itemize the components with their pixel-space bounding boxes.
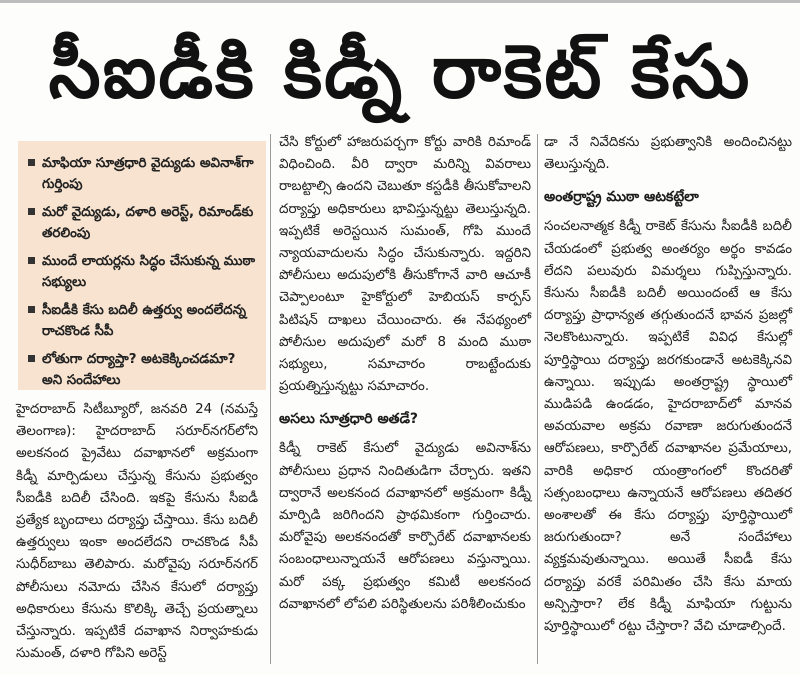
highlight-item xyxy=(28,202,258,244)
column-divider xyxy=(537,134,538,664)
column-2-paragraph-2: కిడ్నీ రాకెట్ కేసులో వైద్యుడు అవినాశ్‌ను పోలీసులు ప్రధాన నిందితుడిగా చేర్చారు. ఇతని ద్వారానే అలకనంద దవాఖానలో అక్రమంగా కిడ్నీ మార్పిడి జరిగిందని ప్రాథమికంగా గుర్తించారు. మరోవైపు అలకనందతో కార్పొరేట్ దవాఖానలకు సంబంధాలున్నాయనే ఆరోపణలు వస్తున్నాయి. మరో పక్క ప్రభుత్వం కమిటీ అలకనంద దవాఖానలో లోపలి పరిస్థితులను పరిశీలించుకుం xyxy=(279,441,531,612)
highlights-list xyxy=(18,141,266,391)
subheading-interstate-gang: అంతర్రాష్ట్ర ముఠా ఆటకట్టేలా xyxy=(544,189,699,206)
headline: సీఐడీకి కిడ్నీ రాకెట్ కేసు xyxy=(48,29,752,115)
highlight-item xyxy=(28,153,258,195)
subheading-mastermind: అసలు సూత్రధారి అతడే? xyxy=(279,411,419,428)
bullet-square-icon xyxy=(28,257,35,264)
column-3-paragraph-1: డా నే నివేదికను ప్రభుత్వానికి అందించినట్టు తెలుస్తున్నది. xyxy=(544,135,792,173)
dateline-paragraph: హైదరాబాద్ సిటీబ్యూరో, జనవరి 24 (నమస్తే తెలంగాణ): హైదరాబాద్ సరూర్‌నగర్‌లోని అలకనంద ప్రైవేటు దవాఖానలో అక్రమంగా కిడ్నీ మార్పిడులు చేస్తున్న కేసును ప్రభుత్వం సీఐడీకి బదిలీ చేసింది. ఇకపై కేసును సీఐడీ ప్రత్యేక బృందాలు దర్యాప్తు చేస్తాయి. కేసు బదిలీ ఉత్తర్వులు ఇంకా అందలేదని రాచకొండ సీపీ సుధీర్‌బాబు తెలిపారు. మరోవైపు సరూర్‌నగర్ పోలీసులు నమోదు చేసిన కేసులో దర్యాప్తు అధికారులు కేసును కొలిక్కి తెచ్చే ప్రయత్నాలు చేస్తున్నారు. ఇప్పటికే దవాఖాన నిర్వాహకుడు సుమంత్, దళారి గోపిని అరెస్ట్ xyxy=(16,402,258,662)
highlight-text: ముందే లాయర్లను సిద్ధం చేసుకున్న ముఠా సభ్యులు xyxy=(42,254,256,290)
bullet-square-icon xyxy=(28,355,35,362)
highlight-item xyxy=(28,349,258,391)
article-column-3 xyxy=(544,132,792,638)
highlight-text: మరో వైద్యుడు, దళారి అరెస్ట్, రిమాండ్‌కు తరలింపు xyxy=(42,205,254,241)
column-2-paragraph-1: చేసి కోర్టులో హాజరుపర్చగా కోర్టు వారికి రిమాండ్ విధించింది. వీరి ద్వారా మరిన్ని వివరాలు రాబట్టాల్సి ఉందని చెబుతూ కస్టడీకి తీసుకోవాలని దర్యాప్తు అధికారులు భావిస్తున్నట్టు తెలుస్తున్నది. ఇప్పటికే అరెస్టయిన సుమంత్, గోపి ముందే న్యాయవాదులను సిద్ధం చేసుకున్నారు. ఇద్దరిని పోలీసులు అదుపులోకి తీసుకోగానే వారి ఆచూకీ చెప్పాలంటూ హైకోర్టులో హెబియస్ కార్పస్ పిటిషన్ దాఖలు చేయించారు. ఈ నేపథ్యంలో పోలీసుల అదుపులో మరో 8 మంది ముఠా సభ్యులు, సమాచారం రాబట్టేందుకు ప్రయత్నిస్తున్నట్టు సమాచారం. xyxy=(279,135,531,395)
article-column-2 xyxy=(279,132,531,616)
highlights-box xyxy=(18,141,266,390)
highlight-item xyxy=(28,251,258,293)
bullet-square-icon xyxy=(28,306,35,313)
bullet-square-icon xyxy=(28,208,35,215)
highlight-text: లోతుగా దర్యాప్తా? అటకెక్కించడమా? అని సందేహాలు xyxy=(42,352,236,388)
highlight-text: మాఫియా సూత్రధారి వైద్యుడు అవినాశ్‌గా గుర్తింపు xyxy=(42,156,254,192)
highlight-item xyxy=(28,300,258,342)
column-divider xyxy=(270,134,271,664)
highlight-text: సీఐడీకి కేసు బదిలీ ఉత్తర్వు అందలేదన్న రాచకొండ సీపీ xyxy=(42,303,246,339)
bullet-square-icon xyxy=(28,159,35,166)
column-3-paragraph-2: సంచలనాత్మక కిడ్నీ రాకెట్ కేసును సీఐడీకి బదిలీ చేయడంలో ప్రభుత్వ అంతర్యం అర్థం కావడం లేదని పలువురు విమర్శలు గుప్పిస్తున్నారు. కేసును సీఐడీకి బదిలీ అయిందంటే ఆ కేసు దర్యాప్తు ప్రాధాన్యత తగ్గుతుందనే భావన ప్రజల్లో నెలకొంటున్నారు. ఇప్పటికే వివిధ కేసుల్లో పూర్తిస్థాయి దర్యాప్తు జరగకుండానే అటకెక్కినవి ఉన్నాయి. ఇప్పుడు అంతర్రాష్ట్ర స్థాయిలో ముడిపడి ఉండడం, హైదరాబాద్‌లో మానవ అవయవాల అక్రమ రవాణా జరుగుతుందనే ఆరోపణలు, కార్పొరేట్ దవాఖానల ప్రమేయాలు, వారికి అధికార యంత్రాంగంలో కొందరితో సత్సంబంధాలు ఉన్నాయనే ఆరోపణలు తదితర అంశాలతో ఈ కేసు దర్యాప్తు పూర్తిస్థాయిలో జరుగుతుందా? అనే సందేహాలు వ్యక్తమవుతున్నాయి. అయితే సీఐడీ కేసు దర్యాప్తు వరకే పరిమితం చేసి కేసు మాయ అన్పిస్తారా? లేక కిడ్నీ మాఫియా గుట్టును పూర్తిస్థాయిలో రట్టు చేస్తారా? వేచి చూడాల్సిందే. xyxy=(544,219,792,635)
top-rule xyxy=(0,0,800,3)
article-column-1 xyxy=(16,399,258,665)
